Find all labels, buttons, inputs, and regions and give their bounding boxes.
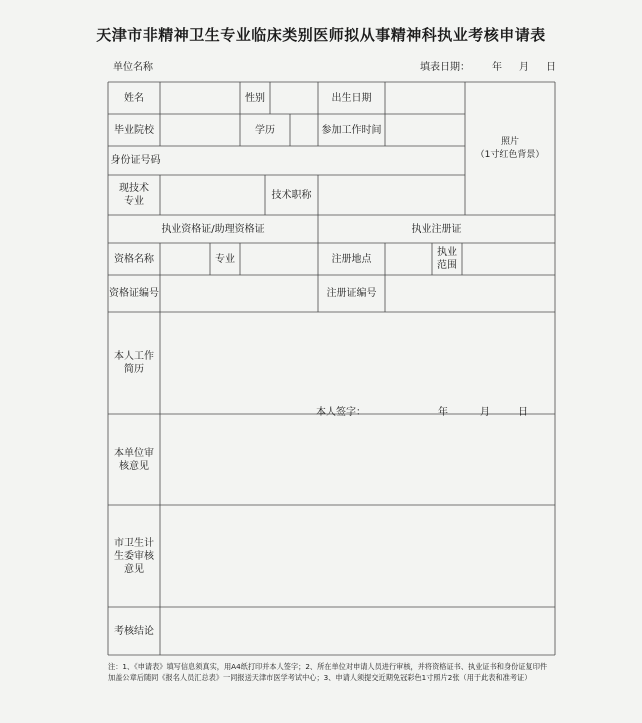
major-input-cell[interactable]: [240, 243, 318, 275]
education-label: 学历: [255, 124, 275, 136]
conclusion-input-cell[interactable]: [160, 607, 555, 655]
tech-title-input-cell[interactable]: [318, 175, 465, 215]
name-label: 姓名: [124, 92, 144, 104]
education-input-cell[interactable]: [290, 114, 318, 146]
work-start-label: 参加工作时间: [321, 124, 382, 136]
city-opinion-label: [108, 505, 160, 607]
photo-requirement: （1寸红色背景）: [475, 149, 545, 160]
photo-cell: [465, 82, 555, 215]
practice-reg-cert-header: 执业注册证: [411, 223, 462, 235]
city-opinion-line1: 市卫生计: [114, 537, 154, 549]
fill-date-month: 月: [519, 62, 529, 73]
fill-date-day: 日: [546, 62, 556, 73]
unit-opinion-input-cell[interactable]: [160, 414, 555, 505]
fill-date-year: 年: [492, 62, 502, 73]
qualification-cert-header: 执业资格证/助理资格证: [161, 223, 265, 235]
resume-input-cell[interactable]: [160, 312, 555, 400]
qual-cert-no-input-cell[interactable]: [160, 275, 318, 312]
id-number-input-cell[interactable]: [163, 146, 465, 175]
conclusion-label: 考核结论: [114, 625, 154, 637]
gender-input-cell[interactable]: [270, 82, 318, 114]
reg-cert-no-input-cell[interactable]: [385, 275, 555, 312]
unit-opinion-line2: 核意见: [119, 460, 149, 472]
tech-title-label: 技术职称: [271, 189, 312, 201]
scope-label-line1: 执业: [437, 247, 457, 258]
photo-label: 照片: [500, 136, 519, 147]
school-input-cell[interactable]: [160, 114, 240, 146]
name-input-cell[interactable]: [160, 82, 240, 114]
reg-location-input-cell[interactable]: [385, 243, 432, 275]
unit-opinion-label: [108, 414, 160, 505]
scope-label: [432, 243, 462, 275]
resume-label: [108, 312, 160, 414]
major-label: 专业: [215, 253, 235, 265]
unit-name-label: 单位名称: [113, 62, 153, 73]
work-start-input-cell[interactable]: [385, 114, 465, 146]
specialty-label-line1: 现技术: [119, 183, 149, 194]
form-footnote: 注：1、《申请表》填写信息须真实，用A4纸打印并本人签字；2、所在单位对申请人员进行审核，并将资格证书、执业证书和身份证复印件加盖公章后随同《报名人员汇总表》一同报送天津市医学考试中心；3、申请人须提交近期免冠彩色1寸照片2张（用于此表和准考证）: [108, 662, 548, 682]
fill-date-label: 填表日期：: [420, 62, 470, 73]
signature-label: 本人签字：: [316, 407, 366, 418]
signature-year: 年: [438, 407, 448, 418]
resume-label-line1: 本人工作: [114, 351, 154, 362]
city-opinion-line3: 意见: [124, 563, 144, 575]
specialty-label-line2: 专业: [124, 196, 144, 207]
signature-month: 月: [480, 407, 490, 418]
resume-label-line2: 简历: [124, 364, 144, 375]
city-opinion-input-cell[interactable]: [160, 505, 555, 607]
form-title: 天津市非精神卫生专业临床类别医师拟从事精神科执业考核申请表: [96, 26, 546, 44]
qual-name-label: 资格名称: [114, 253, 154, 265]
birth-date-label: 出生日期: [331, 92, 372, 104]
signature-day: 日: [518, 407, 528, 418]
specialty-label: [108, 175, 160, 215]
qual-name-input-cell[interactable]: [160, 243, 210, 275]
school-label: 毕业院校: [114, 124, 154, 136]
birth-date-input-cell[interactable]: [385, 82, 465, 114]
scope-label-line2: 范围: [437, 260, 457, 271]
gender-label: 性别: [245, 92, 265, 104]
scope-input-cell[interactable]: [462, 243, 555, 275]
qual-cert-no-label: 资格证编号: [109, 288, 159, 299]
city-opinion-line2: 生委审核: [114, 550, 154, 562]
unit-opinion-line1: 本单位审: [114, 447, 154, 459]
id-number-label: 身份证号码: [110, 155, 161, 166]
reg-cert-no-label: 注册证编号: [326, 288, 377, 299]
specialty-input-cell[interactable]: [160, 175, 265, 215]
reg-location-label: 注册地点: [331, 253, 372, 265]
